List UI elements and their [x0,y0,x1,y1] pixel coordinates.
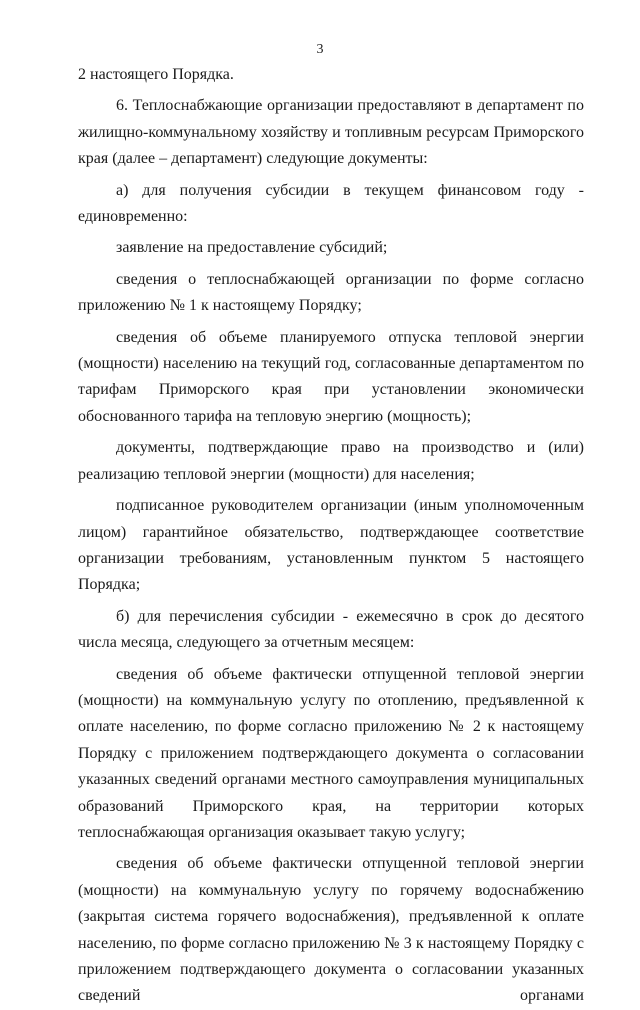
paragraph-rights-documents: документы, подтверждающие право на производство и (или) реализацию тепловой энергии (мощности) для населения; [78,439,584,483]
paragraph-heating-supply: сведения об объеме фактически отпущенной тепловой энергии (мощности) на коммунальную услугу по отоплению, предъявленной к оплате населению, по форме согласно приложению № 2 к настоящему Порядку с приложением подтверждающего документа о согласовании указанных сведений органами местного самоуправления муниципальных образований Приморского края, на территории которых теплоснабжающая организация оказывает такую услугу; [78,665,584,841]
paragraph-organization-info: сведения о теплоснабжающей организации по форме согласно приложению № 1 к настоящему Порядку; [78,270,584,315]
paragraph-application: заявление на предоставление субсидий; [116,239,388,257]
paragraph-guarantee: подписанное руководителем организации (иным уполномоченным лицом) гарантийное обязательство, подтверждающее соответствие организации требованиям, установленным пунктом 5 настоящего Порядка; [78,497,584,594]
paragraph-item-6: 6. Теплоснабжающие организации предоставляют в департамент по жилищно-коммунальному хозяйству и топливным ресурсам Приморского края (далее – департамент) следующие документы: [78,97,584,168]
page-number: 3 [316,42,324,57]
paragraph-continuation: 2 настоящего Порядка. [78,66,234,83]
paragraph-subitem-b: б) для перечисления субсидии - ежемесячно в срок до десятого числа месяца, следующего за отчетным месяцем: [78,607,584,652]
paragraph-hot-water-supply: сведения об объеме фактически отпущенной тепловой энергии (мощности) на коммунальную услугу по горячему водоснабжению (закрытая система горячего водоснабжения), предъявленной к оплате населению, по форме согласно приложению № 3 к настоящему Порядку с приложением подтверждающего документа о согласовании указанных сведений органами [78,855,584,1005]
document-body [78,62,584,1010]
paragraph-subitem-a: а) для получения субсидии в текущем финансовом году - единовременно: [78,181,584,226]
paragraph-planned-supply: сведения об объеме планируемого отпуска тепловой энергии (мощности) населению на текущий год, согласованные департаментом по тарифам Приморского края при установлении экономически обоснованного тарифа на тепловую энергию (мощность); [78,328,584,425]
